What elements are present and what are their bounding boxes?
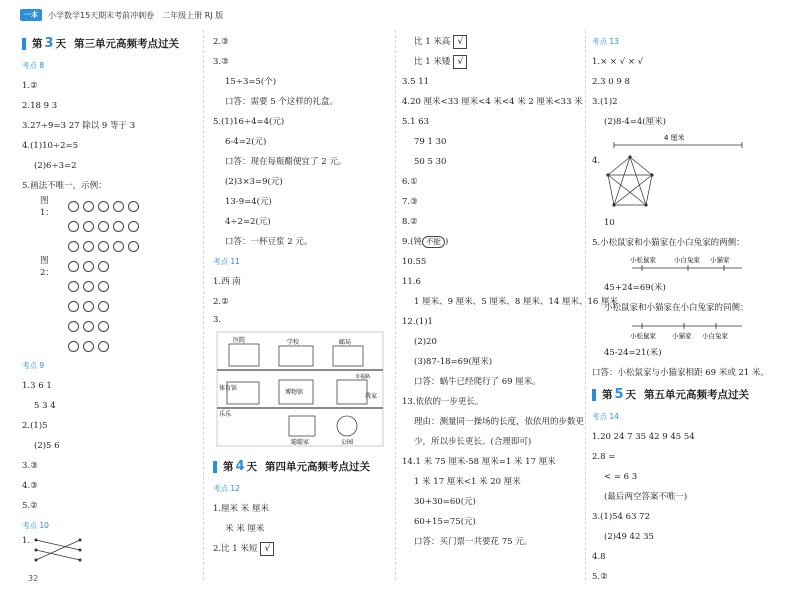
matching-figure-row (22, 536, 197, 566)
answer-line: 45-24=21(米) (604, 348, 662, 358)
answer-line: 4. (592, 156, 601, 166)
answer-line: 5.1 63 (402, 117, 430, 127)
answer-line: 7.③ (402, 197, 418, 207)
book-grade: 二年级上册 RJ 版 (162, 10, 224, 20)
answer-line: 14.1 米 75 厘米-58 厘米=1 米 17 厘米 (402, 457, 556, 467)
answer-line: 13.依依的一步更长。 (402, 397, 484, 407)
nl-label: 小白兔家 (674, 256, 700, 264)
kaodian-8: 考点 8 (22, 61, 45, 70)
answer-line: 理由：测量同一操场的长度，依依用的步数更 (414, 417, 585, 427)
answer-line: 60+15=75(元) (414, 517, 476, 527)
map-label-post: 邮局 (339, 339, 352, 346)
answer-line: 79 1 30 (414, 137, 447, 147)
answer-line: 口答：现在每瓶醋便宜了 2 元。 (225, 157, 347, 167)
circle-figure-1-row: 图 1： (22, 196, 197, 216)
book-title: 小学数学15天期末考前冲刺卷 (48, 10, 155, 20)
answer-line: 比 1 米矮 √ (402, 52, 582, 72)
answer-line: 4.8 (592, 552, 606, 562)
kaodian-10: 考点 10 (22, 521, 49, 530)
answer-line: 3.③ (213, 57, 229, 67)
nl-label: 小猫家 (710, 256, 730, 264)
check-mark-box: √ (260, 542, 274, 556)
four-cm-segment (592, 132, 772, 150)
check-mark-box: √ (453, 55, 467, 69)
answer-line: 比 1 米高 √ (402, 32, 582, 52)
answer-line: 6.① (402, 177, 418, 187)
answer-line: (2)49 42 35 (604, 532, 654, 542)
answer-line: 15÷3=5(个) (225, 77, 277, 87)
town-map-figure (215, 330, 385, 448)
answer-line: 2.比 1 米短 √ (213, 539, 388, 559)
answer-line: 11.6 (402, 277, 421, 287)
answer-column-4 (592, 32, 782, 587)
answer-line: 4.(1)10÷2=5 (22, 141, 79, 151)
answer-line: 1 米 17 厘米<1 米 20 厘米 (414, 477, 521, 487)
nl-label: 小松鼠家 (630, 256, 656, 264)
answer-line: 口答：需要 5 个这样的礼盒。 (225, 97, 338, 107)
answer-line: 5.小松鼠家和小猫家在小白兔家的两侧： (592, 238, 745, 248)
map-label-museum: 博物馆 (285, 389, 304, 396)
nl-label: 小猫家 (672, 332, 692, 340)
answer-line: 2.② (213, 297, 229, 307)
answer-line: 3.(1)2 (592, 97, 618, 107)
answer-line: 3. (213, 315, 222, 325)
answer-line: 50 5 30 (414, 157, 447, 167)
answer-line: 1.20 24 7 35 42 9 45 54 (592, 432, 695, 442)
circled-answer: 不能 (422, 236, 445, 248)
answer-line: 1.② (22, 81, 38, 91)
kaodian-12: 考点 12 (213, 484, 240, 493)
circle-figure-2-row (22, 276, 197, 296)
answer-line: 1.西 南 (213, 277, 241, 287)
day-4-heading: 第 4 天 第四单元高频考点过关 (213, 455, 388, 479)
answer-line: 口答：蜗牛已经爬行了 69 厘米。 (414, 377, 541, 387)
answer-line: 小松鼠家和小猫家在小白兔家的同侧： (604, 303, 749, 313)
answer-line: 2.3 0 9 8 (592, 77, 630, 87)
book-logo: 一本 (20, 9, 42, 21)
answer-line: < = 6 3 (604, 472, 638, 482)
answer-line: 1 厘米、9 厘米、5 厘米、8 厘米、14 厘米、16 厘米 (414, 297, 618, 307)
answer-line: (最后两空答案不唯一) (604, 492, 688, 502)
map-label-hospital: 医院 (233, 337, 246, 344)
check-mark-box: √ (453, 35, 467, 49)
answer-line: 1.× × √ × √ (592, 57, 644, 67)
circle-figure-2-row (22, 316, 197, 336)
connected-points-diagram (600, 153, 660, 211)
number-line-opposite-sides (592, 253, 772, 275)
circle-figure-2-row: 图 2： (22, 256, 197, 276)
answer-line: 6-4=2(元) (225, 137, 267, 147)
answer-line: 2.8 = (592, 452, 616, 462)
answer-line: 口答：一杯豆浆 2 元。 (225, 237, 313, 247)
answer-line: 5.② (22, 501, 38, 511)
map-label-my-home: 我家 (365, 393, 378, 400)
day-5-heading: 第 5 天 第五单元高频考点过关 (592, 383, 782, 407)
nl-label: 小松鼠家 (630, 332, 656, 340)
kaodian-9: 考点 9 (22, 361, 45, 370)
answer-line: (2)5 6 (34, 441, 60, 451)
circle-figure-1-row (22, 236, 197, 256)
answer-line: 8.② (402, 217, 418, 227)
map-label-gym: 体育馆 (219, 385, 238, 392)
answer-line: 5.② (592, 572, 608, 582)
answer-line: 10.55 (402, 257, 427, 267)
answer-line: (3)87-18=69(厘米) (414, 357, 493, 367)
nl-label: 小白兔家 (702, 332, 728, 340)
answer-line: (2)3×3=9(元) (225, 177, 283, 187)
answer-line: 30+30=60(元) (414, 497, 476, 507)
map-label-school: 学校 (287, 339, 300, 346)
page-number: 32 (28, 574, 39, 583)
answer-line: (2)20 (414, 337, 437, 347)
column-divider (395, 30, 396, 580)
answer-line: 口答：买门票一共要花 75 元。 (414, 537, 533, 547)
answer-line: 45+24=69(米) (604, 283, 666, 293)
answer-column-2 (213, 32, 388, 559)
circle-figure-2-row (22, 336, 197, 356)
answer-line: 1. (22, 536, 31, 546)
answer-line: 米 米 厘米 (225, 524, 265, 534)
answer-line: (2)8-4=4(厘米) (604, 117, 666, 127)
map-label-lele: 乐乐 (219, 411, 232, 418)
answer-line: 2.(1)5 (22, 421, 48, 431)
answer-line: 5.画法不唯一，示例： (22, 181, 107, 191)
answer-line: (2)6÷3=2 (34, 161, 77, 171)
answer-line: 3.27÷9=3 27 除以 9 等于 3 (22, 121, 136, 131)
answer-line: 1.厘米 米 厘米 (213, 504, 270, 514)
answer-line: 2.18 9 3 (22, 101, 58, 111)
answer-line: 3.5 11 (402, 77, 430, 87)
column-divider (203, 30, 204, 580)
answer-line: 5 3 4 (34, 401, 56, 411)
answer-line: 13-9=4(元) (225, 197, 272, 207)
answer-column-1 (22, 32, 197, 566)
answer-line: 4÷2=2(元) (225, 217, 271, 227)
answer-line: 9.(钝 不能 ) (402, 237, 449, 247)
answer-line: 5.(1)16÷4=4(元) (213, 117, 285, 127)
answer-line: 12.(1)1 (402, 317, 433, 327)
kaodian-14: 考点 14 (592, 412, 619, 421)
matching-lines-diagram (30, 536, 90, 566)
kaodian-13: 考点 13 (592, 37, 619, 46)
answer-line: 1.3 6 1 (22, 381, 52, 391)
answer-line: 口答：小松鼠家与小猫家相距 69 米或 21 米。 (592, 368, 769, 378)
map-label-friend-home: 聪聪家 (291, 439, 310, 446)
answer-line: 少，所以步长更长。(合理即可) (414, 437, 532, 447)
answer-line: 3.③ (22, 461, 38, 471)
answer-line: 4.20 厘米<33 厘米<4 米<4 米 2 厘米<33 米 (402, 97, 583, 107)
circle-figure-2-row (22, 296, 197, 316)
pentagon-figure-row (592, 153, 782, 213)
answer-line: 10 (604, 218, 615, 228)
map-label-road: 幸福路 (355, 374, 371, 380)
number-line-same-side (592, 318, 772, 340)
segment-label: 4 厘米 (664, 134, 685, 142)
circle-figure-1-row (22, 216, 197, 236)
answer-line: 4.③ (22, 481, 38, 491)
answer-line: 3.(1)54 63 72 (592, 512, 651, 522)
kaodian-11: 考点 11 (213, 257, 240, 266)
answer-line: 2.③ (213, 37, 229, 47)
page-header (20, 8, 223, 22)
day-3-heading: 第 3 天 第三单元高频考点过关 (22, 32, 197, 56)
map-label-park: 公园 (341, 439, 354, 446)
